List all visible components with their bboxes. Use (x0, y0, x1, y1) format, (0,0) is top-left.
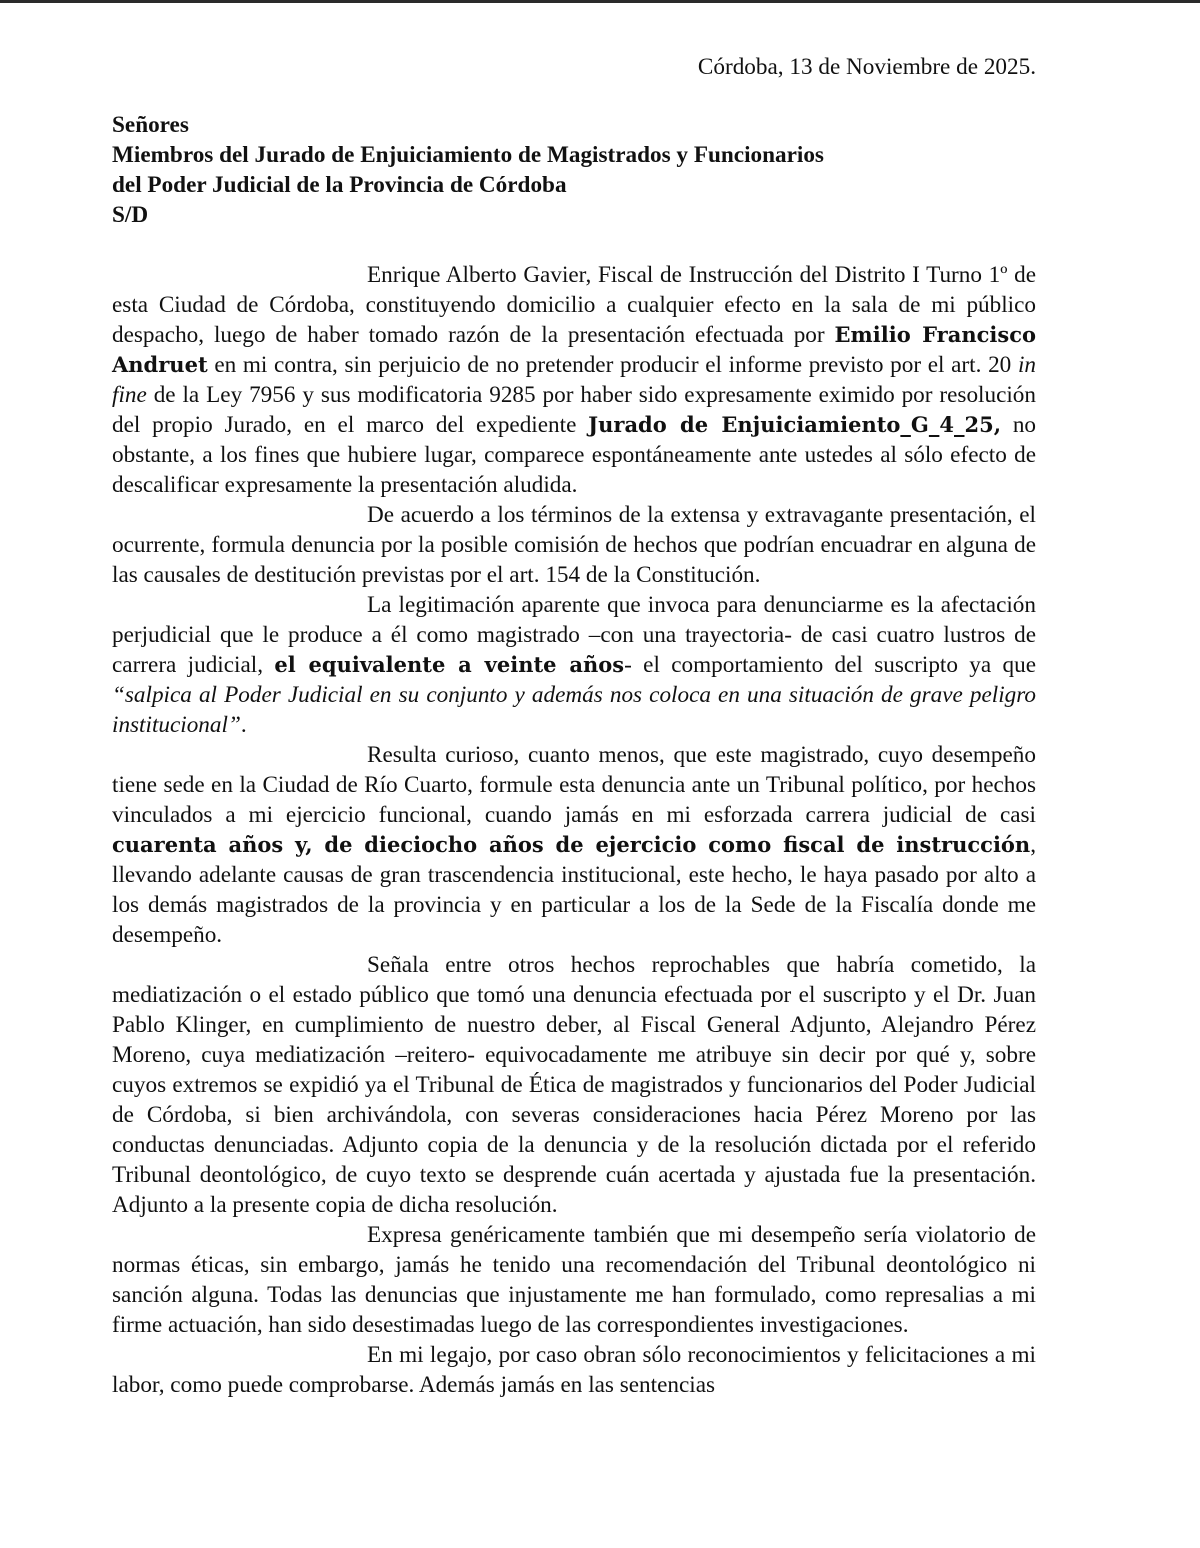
p1-bold-expediente: Jurado de Enjuiciamiento_G_4_25, (588, 412, 1002, 437)
p4-text-2: , llevando adelante causas de gran trascendencia institucional, este hecho, le haya pasado por alto a los demás magistrados de la provincia y en particular a los de la Sede de la Fiscalía donde me desempeño. (112, 832, 1036, 948)
p3-italic-quote: “salpica al Poder Judicial en su conjunto y además nos coloca en una situación de grave peligro institucional” (112, 682, 1036, 738)
p1-text-2: en mi contra, sin perjuicio de no pretender producir el informe previsto por el art. 20 (207, 352, 1018, 378)
paragraph-3 (112, 590, 1036, 740)
p1-italic-in-fine: in fine (112, 352, 1036, 408)
addressee-body-name: Miembros del Jurado de Enjuiciamiento de Magistrados y Funcionarios (112, 142, 824, 168)
p1-text-3: de la Ley 7956 y sus modificatoria 9285 por haber sido expresamente eximido por resolución del propio Jurado, en el marco del expediente (112, 382, 1036, 438)
p3-bold-phrase: el equivalente a veinte años (274, 652, 625, 677)
p1-text-4: no obstante, a los fines que hubiere lugar, comparece espontáneamente ante ustedes al sólo efecto de descalificar expresamente la presentación aludida. (112, 412, 1036, 498)
addressee-institution: del Poder Judicial de la Provincia de Córdoba (112, 172, 567, 198)
p3-text-1: La legitimación aparente que invoca para denunciarme es la afectación perjudicial que le produce a él como magistrado –con una trayectoria- de casi cuatro lustros de carrera judicial, (112, 592, 1036, 678)
top-border-line (0, 0, 1200, 3)
addressee-sd: S/D (112, 202, 149, 228)
p4-bold-phrase: cuarenta años y, de dieciocho años de ejercicio como fiscal de instrucción (112, 832, 1031, 857)
document-page (112, 52, 1036, 1400)
paragraph-5: Señala entre otros hechos reprochables que habría cometido, la mediatización o el estado público que tomó una denuncia efectuada por el suscripto y el Dr. Juan Pablo Klinger, en cumplimiento de nuestro deber, al Fiscal General Adjunto, Alejandro Pérez Moreno, cuya mediatización –reitero- equivocadamente me atribuye sin decir por qué y, sobre cuyos extremos se expidió ya el Tribunal de Ética de magistrados y funcionarios del Poder Judicial de Córdoba, si bien archivándola, con severas consideraciones hacia Pérez Moreno por las conductas denunciadas. Adjunto copia de la denuncia y de la resolución dictada por el referido Tribunal deontológico, de cuyo texto se desprende cuán acertada y ajustada fue la presentación. Adjunto a la presente copia de dicha resolución. (112, 952, 1036, 1218)
p3-text-2: - el comportamiento del suscripto ya que (624, 652, 1037, 678)
paragraph-6: Expresa genéricamente también que mi desempeño sería violatorio de normas éticas, sin embargo, jamás he tenido una recomendación del Tribunal deontológico ni sanción alguna. Todas las denuncias que injustamente me han formulado, como represalias a mi firme actuación, han sido desestimadas luego de las correspondientes investigaciones. (112, 1222, 1036, 1338)
paragraph-4 (112, 740, 1036, 950)
date-line: Córdoba, 13 de Noviembre de 2025. (697, 54, 1036, 80)
addressee-block (112, 110, 1036, 230)
p3-text-3: . (240, 712, 247, 738)
p1-bold-name: Emilio Francisco Andruet (112, 322, 1036, 377)
paragraph-2: De acuerdo a los términos de la extensa y extravagante presentación, el ocurrente, formula denuncia por la posible comisión de hechos que podrían encuadrar en alguna de las causales de destitución previstas por el art. 154 de la Constitución. (112, 502, 1036, 588)
paragraph-1 (112, 260, 1036, 500)
p4-text-1: Resulta curioso, cuanto menos, que este magistrado, cuyo desempeño tiene sede en la Ciudad de Río Cuarto, formule esta denuncia ante un Tribunal político, por hechos vinculados a mi ejercicio funcional, cuando jamás en mi esforzada carrera judicial de casi (112, 742, 1036, 828)
p1-text-1: Enrique Alberto Gavier, Fiscal de Instrucción del Distrito I Turno 1º de esta Ciudad de Córdoba, constituyendo domicilio a cualquier efecto en la sala de mi público despacho, luego de haber tomado razón de la presentación efectuada por (112, 262, 1036, 348)
paragraph-7: En mi legajo, por caso obran sólo reconocimientos y felicitaciones a mi labor, como puede comprobarse. Además jamás en las sentencias (112, 1342, 1036, 1398)
addressee-salutation: Señores (112, 112, 189, 138)
